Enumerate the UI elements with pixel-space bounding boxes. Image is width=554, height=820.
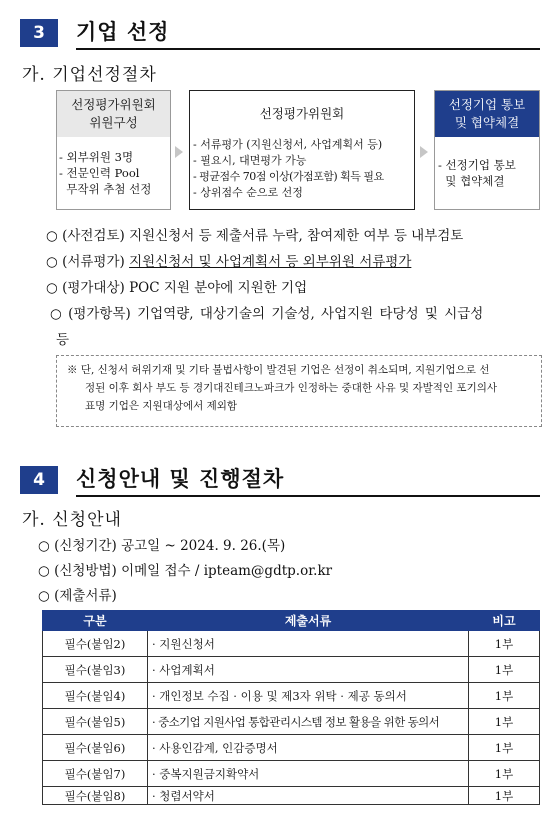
bullet-document-review [46, 250, 411, 270]
table-row [43, 657, 540, 683]
column-header: 구분 [43, 611, 148, 631]
table-cell: 필수(붙임7) [43, 761, 148, 787]
table-cell: 필수(붙임8) [43, 787, 148, 805]
flow-item: - 필요시, 대면평가 가능 [193, 154, 307, 167]
bullet-continuation: 등 [56, 332, 70, 348]
required-documents-table [42, 610, 540, 805]
flow-step-committee-formation [56, 90, 171, 210]
flow-header-line: 선정기업 통보 [448, 97, 526, 112]
flow-step-evaluation [189, 90, 415, 210]
table-cell: 1부 [469, 631, 540, 657]
flow-step-header [190, 91, 414, 137]
subheading: 가. 신청안내 [22, 510, 122, 530]
bullet-marker: ○ [46, 254, 58, 270]
flow-item: - 상위점수 순으로 선정 [193, 186, 303, 199]
table-cell: · 사업계획서 [148, 657, 469, 683]
table-cell: 필수(붙임3) [43, 657, 148, 683]
table-header-row [43, 611, 540, 631]
subheading: 가. 기업선정절차 [22, 65, 157, 85]
table-cell: 필수(붙임4) [43, 683, 148, 709]
table-cell: · 사용인감계, 인감증명서 [148, 735, 469, 761]
table-row [43, 709, 540, 735]
table-row [43, 683, 540, 709]
flow-header-line: 위원구성 [89, 115, 138, 130]
column-header: 제출서류 [148, 611, 469, 631]
column-header: 비고 [469, 611, 540, 631]
flow-item: 및 협약체결 [438, 174, 505, 188]
bullet-text: 기업역량, 대상기술의 기술성, 사업지원 타당성 및 시급성 [137, 306, 484, 322]
bullet-label: (제출서류) [54, 588, 117, 604]
table-row [43, 787, 540, 805]
table-cell: · 중소기업 지원사업 통합관리시스템 정보 활용을 위한 동의서 [148, 709, 469, 735]
bullet-marker: ○ [38, 563, 50, 579]
bullet-eval-items [50, 302, 483, 322]
bullet-label: (평가대상) [62, 280, 125, 296]
bullet-text: 지원신청서 및 사업계획서 등 외부위원 서류평가 [129, 254, 412, 270]
table-cell: · 청렴서약서 [148, 787, 469, 805]
table-cell: 1부 [469, 683, 540, 709]
note-line: 표명 기업은 지원대상에서 제외함 [85, 400, 238, 412]
table-cell: 1부 [469, 657, 540, 683]
bullet-marker: ○ [38, 588, 50, 604]
bullet-marker: ○ [38, 538, 50, 554]
table-cell: 1부 [469, 709, 540, 735]
table-cell: 1부 [469, 735, 540, 761]
section-4-heading [20, 463, 540, 497]
bullet-marker: ○ [46, 228, 58, 244]
bullet-application-method [38, 559, 332, 579]
table-cell: · 개인정보 수집 · 이용 및 제3자 위탁 · 제공 동의서 [148, 683, 469, 709]
table-cell: 필수(붙임5) [43, 709, 148, 735]
flow-header-line: 선정평가위원회 [71, 97, 156, 112]
section-title: 기업 선정 [76, 16, 540, 50]
flow-step-notification [434, 90, 540, 210]
note-line: 정된 이후 회사 부도 등 경기대진테크노파크가 인정하는 중대한 사유 및 자발적인 포기의사 [85, 382, 498, 394]
table-row [43, 761, 540, 787]
section-3-heading [20, 16, 540, 50]
bullet-marker: ○ [46, 280, 58, 296]
flow-step-header [435, 91, 539, 137]
flow-header-line: 및 협약체결 [454, 115, 520, 130]
flow-item: - 외부위원 3명 [59, 150, 134, 164]
flow-item: - 서류평가 (지원신청서, 사업계획서 등) [193, 138, 383, 151]
bullet-text: 이메일 접수 / ipteam@gdtp.or.kr [121, 563, 333, 579]
table-cell: 1부 [469, 761, 540, 787]
flow-item: - 선정기업 통보 [438, 158, 516, 172]
bullet-pre-review [46, 224, 463, 244]
bullet-application-period [38, 534, 285, 554]
bullet-label: (평가항목) [68, 306, 131, 322]
table-cell: 필수(붙임2) [43, 631, 148, 657]
flow-step-items [57, 149, 170, 197]
note-line: ※ 단, 신청서 허위기재 및 기타 불법사항이 발견된 기업은 선정이 취소되며, 지원기업으로 선 [67, 364, 490, 376]
flow-item: - 전문인력 Pool [59, 166, 140, 180]
bullet-label: (신청기간) [54, 538, 117, 554]
flow-step-items [190, 137, 414, 201]
bullet-label: (서류평가) [62, 254, 125, 270]
table-row [43, 735, 540, 761]
flow-header-line: 선정평가위원회 [259, 106, 345, 121]
table-cell: · 중복지원금지확약서 [148, 761, 469, 787]
flow-arrow-icon [420, 146, 428, 158]
bullet-label: (사전검토) [62, 228, 125, 244]
note-box [56, 355, 542, 427]
bullet-required-docs [38, 584, 117, 604]
flow-arrow-icon [175, 146, 183, 158]
section-title: 신청안내 및 진행절차 [76, 463, 540, 497]
bullet-text: 공고일 ~ 2024. 9. 26.(목) [121, 538, 286, 554]
table-cell: · 지원신청서 [148, 631, 469, 657]
flow-step-items [435, 157, 539, 189]
section-number-badge: 4 [20, 466, 58, 494]
table-cell: 필수(붙임6) [43, 735, 148, 761]
bullet-text: POC 지원 분야에 지원한 기업 [129, 280, 308, 296]
section-number-badge: 3 [20, 19, 58, 47]
flow-item: - 평균점수 70점 이상(가점포함) 획득 필요 [193, 170, 384, 183]
bullet-marker: ○ [50, 306, 62, 322]
table-row [43, 631, 540, 657]
flow-step-header [57, 91, 170, 137]
bullet-eval-target [46, 276, 307, 296]
bullet-text: 지원신청서 등 제출서류 누락, 참여제한 여부 등 내부검토 [129, 228, 464, 244]
flow-item: 무작위 추첨 선정 [59, 182, 152, 196]
table-cell: 1부 [469, 787, 540, 805]
bullet-label: (신청방법) [54, 563, 117, 579]
